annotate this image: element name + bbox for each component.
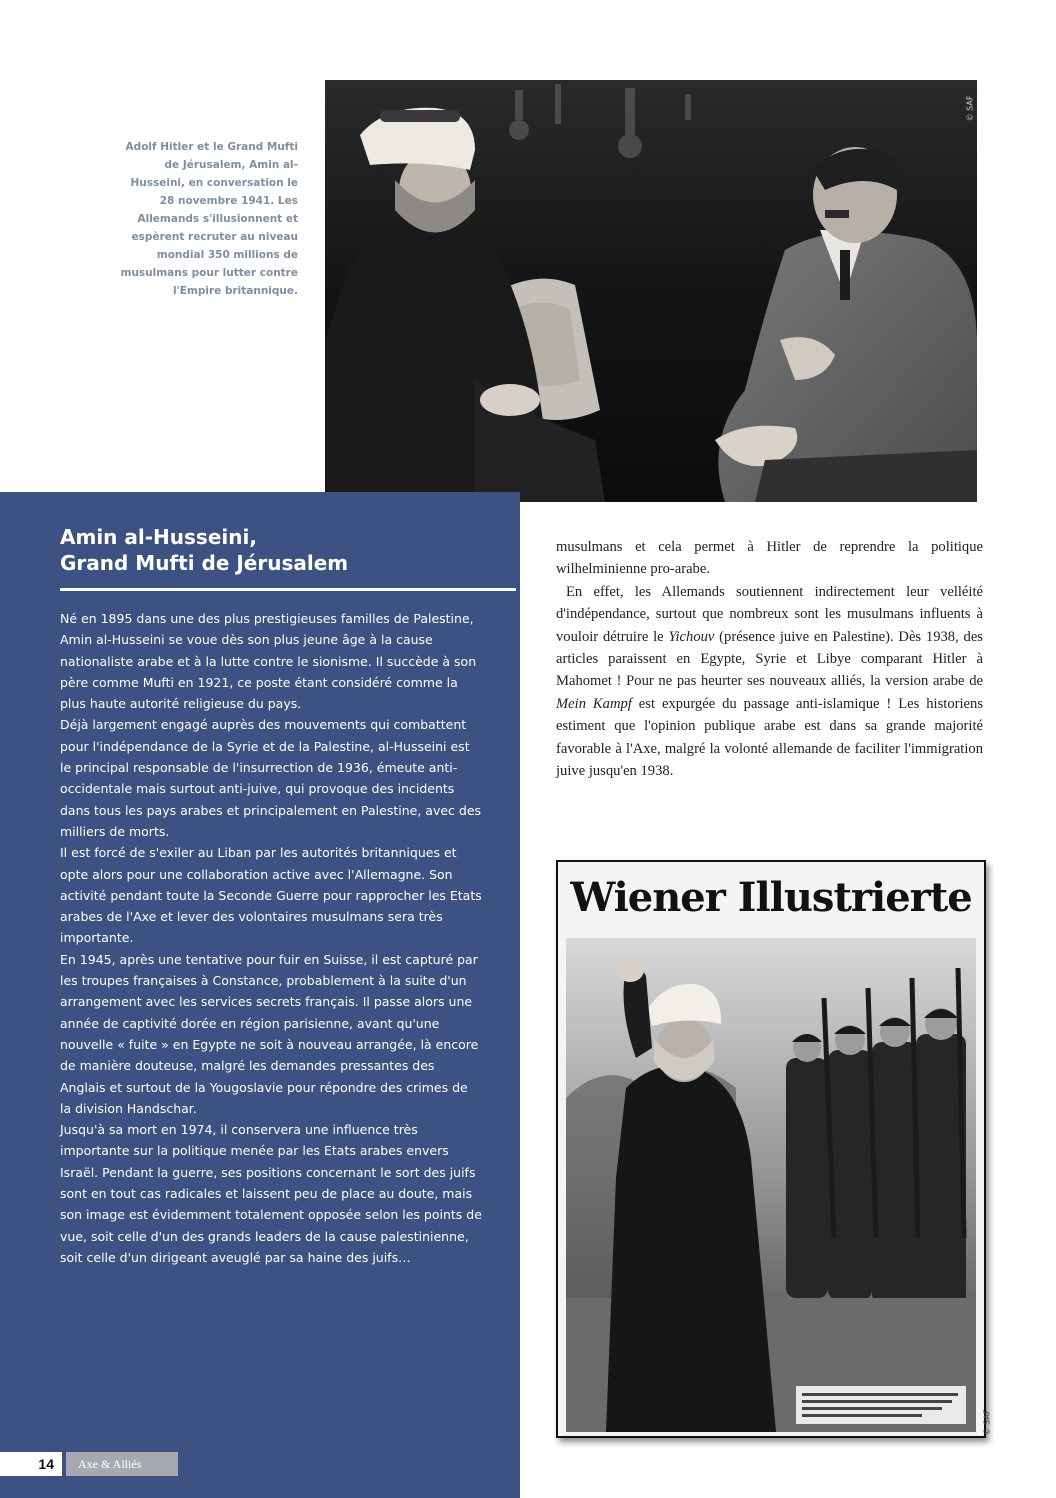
panel-title-line1: Amin al-Husseini,	[60, 525, 257, 549]
panel-paragraph-4: En 1945, après une tentative pour fuir en Suisse, il est capturé par les troupes françaises à Constance, probablement à la suite d'un arrangement avec les services secrets français. Il passe alors une année de captivité dorée en région parisienne, avant qu'une nouvelle « fuite » en Egypte ne soit à nouveau arrangée, là encore de manière douteuse, malgré les demandes pressantes des Anglais et surtout de la Yougoslavie pour répondre des crimes de la division Handschar.	[60, 951, 479, 1116]
panel-paragraph-5: Jusqu'à sa mort en 1974, il conservera une influence très importante sur la politique menée par les Etats arabes envers Israël. Pendant la guerre, ses positions concernant le sort des juifs sont en tout cas radicales et laissent peu de place au doute, mais son image est évidemment totalement opposée selon les points de vue, soit celle d'un des grands leaders de la cause palestinienne, soit celle d'un dirigeant aveuglé par sa haine des juifs…	[60, 1122, 482, 1265]
panel-paragraph-1: Né en 1895 dans une des plus prestigieuses familles de Palestine, Amin al-Husseini se voue dès son plus jeune âge à la cause nationaliste arabe et à la lutte contre le sionisme. Il succède à son père comme Mufti en 1921, ce poste étant considéré comme la plus haute autorité religieuse du pays.	[60, 611, 477, 712]
article-paragraph-1: musulmans et cela permet à Hitler de reprendre la politique wilhelminienne pro-arabe.	[556, 539, 983, 578]
page-number	[0, 1452, 62, 1476]
panel-divider	[60, 588, 516, 591]
cover-credit: © SAF	[982, 1409, 992, 1436]
yichouv-term: Yichouv	[668, 628, 715, 645]
page-number-text: 14	[38, 1456, 54, 1472]
article-paragraph-2	[556, 581, 983, 783]
mein-kampf-title: Mein Kampf	[556, 695, 632, 712]
photo-caption: Adolf Hitler et le Grand Mufti de Jérusalem, Amin al-Husseini, en conversation le 28 novembre 1941. Les Allemands s'illusionnent et espèrent recruter au niveau mondial 350 millions de musulmans pour lutter contre l'Empire britannique.	[120, 141, 298, 297]
article-text-a: En effet, les Allemands soutiennent indirectement leur velléité d'indépendance, surtout que nombreux sont les musulmans influents à vouloir détruire le	[556, 583, 983, 645]
magazine-cover	[556, 860, 986, 1438]
photo-credit: © SAF	[965, 95, 975, 122]
hitler-mufti-photo	[325, 80, 977, 502]
article-text-b: (présence juive en Palestine). Dès 1938, des articles paraissent en Egypte, Syrie et Libye comparant Hitler à Mahomet ! Pour ne pas heurter ses nouveaux alliés, la version arabe de	[556, 628, 983, 690]
panel-body	[60, 608, 482, 1268]
cover-illustration	[566, 938, 976, 1432]
article-text-c: est expurgée du passage anti-islamique ! Les historiens estiment que l'opinion publique arabe est dans sa grande majorité favorable à l'Axe, malgré la volonté allemande de faciliter l'immigration juive jusqu'en 1938.	[556, 695, 983, 780]
cover-photo	[566, 938, 976, 1432]
panel-paragraph-2: Déjà largement engagé auprès des mouvements qui combattent pour l'indépendance de la Syrie et de la Palestine, al-Husseini est le principal responsable de l'insurrection de 1936, émeute anti-occidentale mais surtout anti-juive, qui provoque des incidents dans tous les pays arabes et principalement en Palestine, avec des milliers de morts.	[60, 717, 482, 839]
photo-illustration	[325, 80, 977, 502]
panel-title	[60, 524, 510, 576]
panel-title-line2: Grand Mufti de Jérusalem	[60, 551, 349, 575]
article-body	[556, 536, 983, 782]
cover-masthead: Wiener Illustrierte	[570, 874, 972, 921]
magazine-name: Axe & Alliés	[66, 1452, 178, 1476]
panel-paragraph-3: Il est forcé de s'exiler au Liban par les autorités britanniques et opte alors pour une collaboration active avec l'Allemagne. Son activité pendant toute la Seconde Guerre pour rapprocher les Etats arabes de l'Axe et lever des volontaires musulmans sera très importante.	[60, 845, 482, 946]
